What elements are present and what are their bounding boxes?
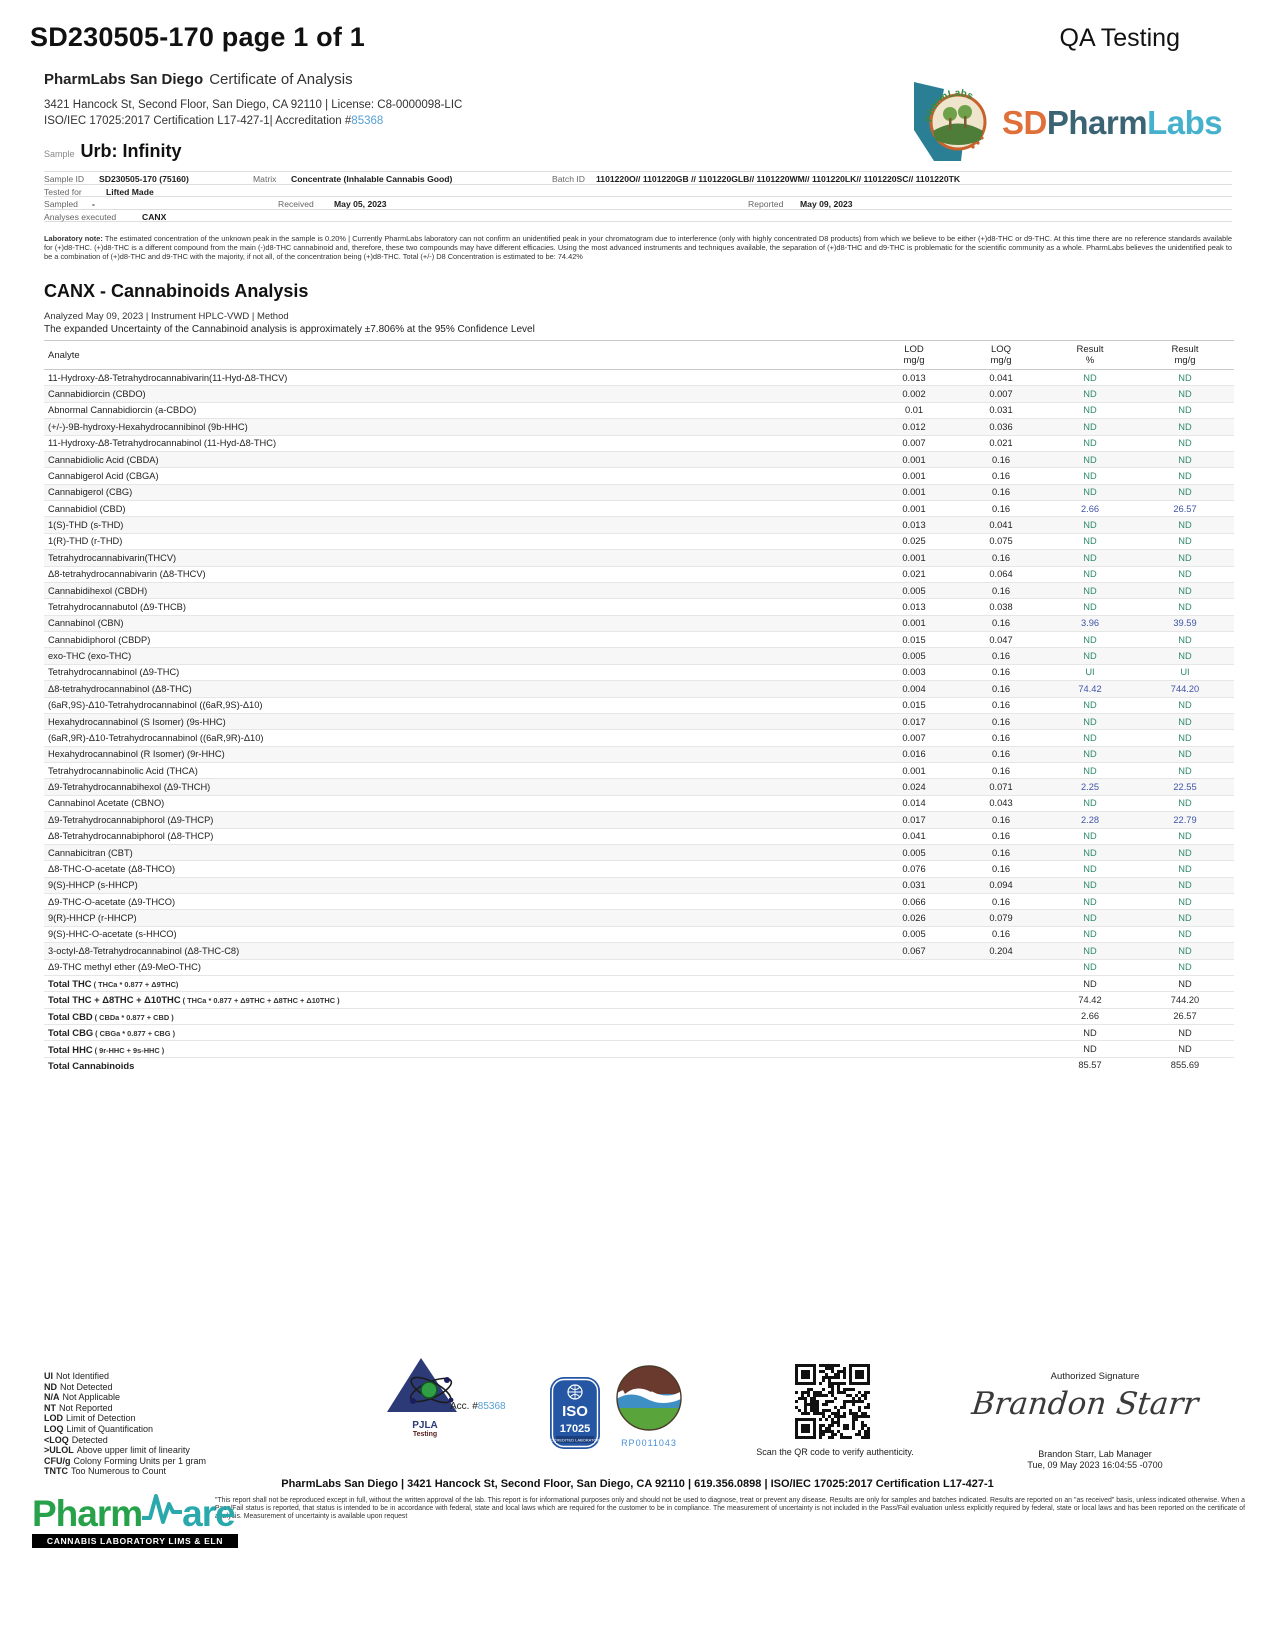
lab-address-line: 3421 Hancock St, Second Floor, San Diego, CA 92110 | License: C8-0000098-LIC [44, 99, 463, 111]
table-row: Tetrahydrocannabutol (Δ9-THCB) 0.013 0.038 ND ND [44, 599, 1234, 615]
pjla-name: PJLA [412, 1420, 438, 1431]
received-label: Received [278, 199, 314, 209]
table-row: Cannabigerol (CBG) 0.001 0.16 ND ND [44, 484, 1234, 500]
table-row: Cannabicitran (CBT) 0.005 0.16 ND ND [44, 844, 1234, 860]
qr-caption: Scan the QR code to verify authenticity. [756, 1447, 914, 1457]
table-row: (6aR,9S)-Δ10-Tetrahydrocannabinol ((6aR,9S)-Δ10) 0.015 0.16 ND ND [44, 697, 1234, 713]
legend-item: UI Not Identified [44, 1371, 110, 1381]
table-row: Δ8-Tetrahydrocannabiphorol (Δ8-THCP) 0.041 0.16 ND ND [44, 828, 1234, 844]
table-row: Tetrahydrocannabinol (Δ9-THC) 0.003 0.16 UI UI [44, 664, 1234, 680]
table-row: Δ8-THC-O-acetate (Δ8-THCO) 0.076 0.16 ND ND [44, 861, 1234, 877]
table-row: Cannabidiphorol (CBDP) 0.015 0.047 ND ND [44, 632, 1234, 648]
table-row: 11-Hydroxy-Δ8-Tetrahydrocannabivarin(11-Hyd-Δ8-THCV) 0.013 0.041 ND ND [44, 370, 1234, 386]
table-row: 9(S)-HHCP (s-HHCP) 0.031 0.094 ND ND [44, 877, 1234, 893]
info-row-1 [44, 171, 1232, 184]
pjla-acc-number-link[interactable]: 85368 [477, 1401, 506, 1412]
qa-testing-label: QA Testing [1059, 24, 1180, 52]
table-row: Cannabinol (CBN) 0.001 0.16 3.96 39.59 [44, 615, 1234, 631]
table-row: Cannabinol Acetate (CBNO) 0.014 0.043 ND ND [44, 795, 1234, 811]
table-row: Hexahydrocannabinol (R Isomer) (9r-HHC) 0.016 0.16 ND ND [44, 746, 1234, 762]
svg-text:PharmLabs: PharmLabs [923, 87, 975, 123]
legend-item: NT Not Reported [44, 1402, 113, 1413]
table-row: Cannabidiorcin (CBDO) 0.002 0.007 ND ND [44, 386, 1234, 402]
table-row: Δ8-tetrahydrocannabinol (Δ8-THC) 0.004 0.16 74.42 744.20 [44, 681, 1234, 697]
table-row: Δ9-THC methyl ether (Δ9-MeO-THC) ND ND [44, 959, 1234, 975]
table-row: (6aR,9R)-Δ10-Tetrahydrocannabinol ((6aR,9R)-Δ10) 0.007 0.16 ND ND [44, 730, 1234, 746]
pharmware-pharm-text: Pharm [32, 1493, 143, 1534]
batch-id-value: 1101220O// 1101220GB // 1101220GLB// 1101220WM// 1101220LK// 1101220SC// 1101220TK [596, 174, 961, 184]
table-row: Abnormal Cannabidiorcin (a-CBDO) 0.01 0.031 ND ND [44, 402, 1234, 418]
table-row: exo-THC (exo-THC) 0.005 0.16 ND ND [44, 648, 1234, 664]
legend-item: CFU/g Colony Forming Units per 1 gram [44, 1455, 207, 1466]
sdpharmlabs-logo [908, 76, 1222, 169]
table-row: Hexahydrocannabinol (S Isomer) (9s-HHC) 0.017 0.16 ND ND [44, 713, 1234, 729]
table-row: 9(S)-HHC-O-acetate (s-HHCO) 0.005 0.16 ND ND [44, 926, 1234, 942]
iso-17025-badge [549, 1376, 601, 1455]
table-row: 1(S)-THD (s-THD) 0.013 0.041 ND ND [44, 517, 1234, 533]
analytes-tbody [44, 370, 1234, 1074]
analyses-value: CANX [142, 211, 167, 222]
legend-item: >ULOL Above upper limit of linearity [44, 1445, 190, 1456]
sampled-label: Sampled [44, 199, 78, 209]
reported-label: Reported [748, 199, 784, 209]
dea-number-link[interactable]: RP0011043 [621, 1438, 677, 1448]
legend-item: TNTC Too Numerous to Count [44, 1466, 167, 1477]
table-row: Tetrahydrocannabinolic Acid (THCA) 0.001 0.16 ND ND [44, 763, 1234, 779]
signature-date: Tue, 09 May 2023 16:04:55 -0700 [1027, 1460, 1163, 1470]
pjla-accreditation: Acc. #85368 [450, 1401, 506, 1412]
sample-id-value: SD230505-170 (75160) [99, 174, 189, 184]
lab-cert-line: ISO/IEC 17025:2017 Certification L17-427-1| Accreditation #85368 [44, 115, 384, 127]
result-legend [44, 1371, 206, 1477]
lab-title [44, 71, 353, 88]
page-title: SD230505-170 page 1 of 1 [30, 22, 365, 52]
table-row: Cannabidihexol (CBDH) 0.005 0.16 ND ND [44, 582, 1234, 598]
received-value: May 05, 2023 [334, 199, 387, 209]
table-row: Cannabidiol (CBD) 0.001 0.16 2.66 26.57 [44, 501, 1234, 517]
california-emblem-icon [908, 76, 1000, 169]
qr-code [795, 1364, 870, 1444]
tested-for-value: Lifted Made [106, 186, 154, 197]
footer-disclaimer: "This report shall not be reproduced except in full, without the written approval of the lab. This report is for informational purposes only and should not be used to diagnose, treat or prevent any disease. Results are only for samples and batches indicated. Results are reported on an "as received" basis, unless indicated otherwise. When a Pass/Fail status is reported, that status is intended to be in accordance with federal, state and local laws which are required for the customer to be in compliance. The measurement of uncertainty is not included in the Pass/Fail evaluation unless explicitly required by federal, state or local laws and has been reported on the certificate of analysis. Measurement of uncertainty is available upon request [215, 1497, 1245, 1521]
sample-name: Urb: Infinity [80, 141, 182, 161]
sample-label: Sample [44, 149, 75, 159]
cannabinoids-table [44, 340, 1234, 1073]
authorized-signature-label: Authorized Signature [1050, 1371, 1140, 1382]
table-row: Total HHC ( 9r-HHC + 9s-HHC ) ND ND [44, 1041, 1234, 1057]
laboratory-note [44, 235, 1232, 261]
matrix-value: Concentrate (Inhalable Cannabis Good) [291, 174, 453, 184]
legend-item: <LOQ Detected [44, 1434, 108, 1445]
table-row: (+/-)-9B-hydroxy-Hexahydrocannibinol (9b-HHC) 0.012 0.036 ND ND [44, 419, 1234, 435]
table-row: Δ8-tetrahydrocannabivarin (Δ8-THCV) 0.021 0.064 ND ND [44, 566, 1234, 582]
header-loq: LOQ mg/g [958, 341, 1044, 370]
dea-badge [614, 1364, 684, 1448]
pjla-badge [383, 1356, 467, 1438]
laboratory-note-text: The estimated concentration of the unknown peak in the sample is 0.20% | Currently PharmLabs laboratory can not confirm an unidentified peak in your chromatogram due to interference (only with highly concentrated D8 products) from which we believe to be either (+)d8-THC or d9-THC. At this time there are no reference standards available for (+)d8-THC. (+)d8-THC is a different compound from the main (-)d8-THC cannabinoid and, therefore, these two compounds may have different efficacies. Using the most advanced instruments and techniques available, the separation of (+)d8-THC and d9-THC is problematic for the scientific community as a whole. PharmLabs believes the unidentified peak to be a combination of (+)d8-THC and d9-THC with the majority, if not all, of the concentration being (+)d8-THC. Total (+/-) D8 Concentration is estimated to be: 74.42% [44, 234, 1233, 261]
section-title: CANX - Cannabinoids Analysis [44, 281, 309, 301]
table-row: Total THC ( THCa * 0.877 + Δ9THC) ND ND [44, 975, 1234, 991]
pharmware-wave-icon [142, 1492, 182, 1531]
table-row: 9(R)-HHCP (r-HHCP) 0.026 0.079 ND ND [44, 910, 1234, 926]
iso-text: ISO [562, 1403, 588, 1420]
header-analyte: Analyte [44, 341, 870, 370]
dea-logo-icon [615, 1419, 683, 1436]
signer-name: Brandon Starr, Lab Manager [1038, 1449, 1152, 1459]
info-row-2 [44, 184, 1232, 197]
table-row: Cannabigerol Acid (CBGA) 0.001 0.16 ND ND [44, 468, 1234, 484]
header-lod: LOD mg/g [870, 341, 958, 370]
table-header-row [44, 341, 1234, 370]
sample-line [44, 141, 182, 162]
table-row: Total CBD ( CBDa * 0.877 + CBD ) 2.66 26.57 [44, 1008, 1234, 1024]
header-result-mgg: Result mg/g [1136, 341, 1234, 370]
pharmware-logo [32, 1492, 238, 1548]
analyses-label: Analyses executed [44, 211, 117, 222]
table-row: Total THC + Δ8THC + Δ10THC ( THCa * 0.877 + Δ9THC + Δ8THC + Δ10THC ) 74.42 744.20 [44, 992, 1234, 1008]
info-row-3 [44, 196, 1232, 209]
table-row: Δ9-THC-O-acetate (Δ9-THCO) 0.066 0.16 ND ND [44, 894, 1234, 910]
lab-name: PharmLabs San Diego [44, 71, 204, 88]
table-row: Tetrahydrocannabivarin(THCV) 0.001 0.16 ND ND [44, 550, 1234, 566]
tested-for-label: Tested for [44, 186, 82, 197]
matrix-label: Matrix [253, 174, 277, 184]
svg-text:ACCREDITED LABORATORY: ACCREDITED LABORATORY [549, 1437, 601, 1443]
table-row: 11-Hydroxy-Δ8-Tetrahydrocannabinol (11-Hyd-Δ8-THC) 0.007 0.021 ND ND [44, 435, 1234, 451]
pjla-sub: Testing [412, 1431, 438, 1438]
table-row: Δ9-Tetrahydrocannabiphorol (Δ9-THCP) 0.017 0.16 2.28 22.79 [44, 812, 1234, 828]
signature-script: Brandon Starr [969, 1386, 1200, 1422]
table-row: Cannabidiolic Acid (CBDA) 0.001 0.16 ND ND [44, 451, 1234, 467]
analysis-meta: Analyzed May 09, 2023 | Instrument HPLC-VWD | Method [44, 311, 289, 322]
table-row: Δ9-Tetrahydrocannabihexol (Δ9-THCH) 0.024 0.071 2.25 22.55 [44, 779, 1234, 795]
header-result-pct: Result % [1044, 341, 1136, 370]
pharmware-tagline: CANNABIS LABORATORY LIMS & ELN [32, 1534, 238, 1548]
legend-item: LOQ Limit of Quantification [44, 1423, 154, 1434]
table-row: 1(R)-THD (r-THD) 0.025 0.075 ND ND [44, 533, 1234, 549]
sampled-value: - [92, 199, 95, 209]
legend-item: N/A Not Applicable [44, 1392, 121, 1403]
legend-item: LOD Limit of Detection [44, 1413, 136, 1424]
reported-value: May 09, 2023 [800, 199, 853, 209]
accreditation-number-link[interactable]: 85368 [351, 115, 384, 127]
table-row: Total CBG ( CBGa * 0.877 + CBG ) ND ND [44, 1025, 1234, 1041]
uncertainty-note: The expanded Uncertainty of the Cannabinoid analysis is approximately ±7.806% at the 95% Confidence Level [44, 324, 535, 335]
footer-address: PharmLabs San Diego | 3421 Hancock St, Second Floor, San Diego, CA 92110 | 619.356.0898 | ISO/IEC 17025:2017 Certification L17-427-1 [281, 1478, 994, 1490]
coa-title: Certificate of Analysis [209, 71, 353, 88]
sample-info-table [44, 171, 1232, 222]
batch-id-label: Batch ID [552, 174, 585, 184]
info-row-4 [44, 209, 1232, 223]
table-row: Total Cannabinoids 85.57 855.69 [44, 1057, 1234, 1073]
table-row: 3-octyl-Δ8-Tetrahydrocannabinol (Δ8-THC-C8) 0.067 0.204 ND ND [44, 943, 1234, 959]
legend-item: ND Not Detected [44, 1381, 113, 1392]
pharmware-are-text: are [182, 1493, 235, 1534]
sample-id-label: Sample ID [44, 174, 85, 184]
lab-address-block [44, 97, 462, 129]
laboratory-note-label: Laboratory note: [44, 234, 103, 243]
sdpharmlabs-wordmark: SDPharmLabs [1002, 103, 1223, 141]
iso-number: 17025 [559, 1423, 591, 1435]
